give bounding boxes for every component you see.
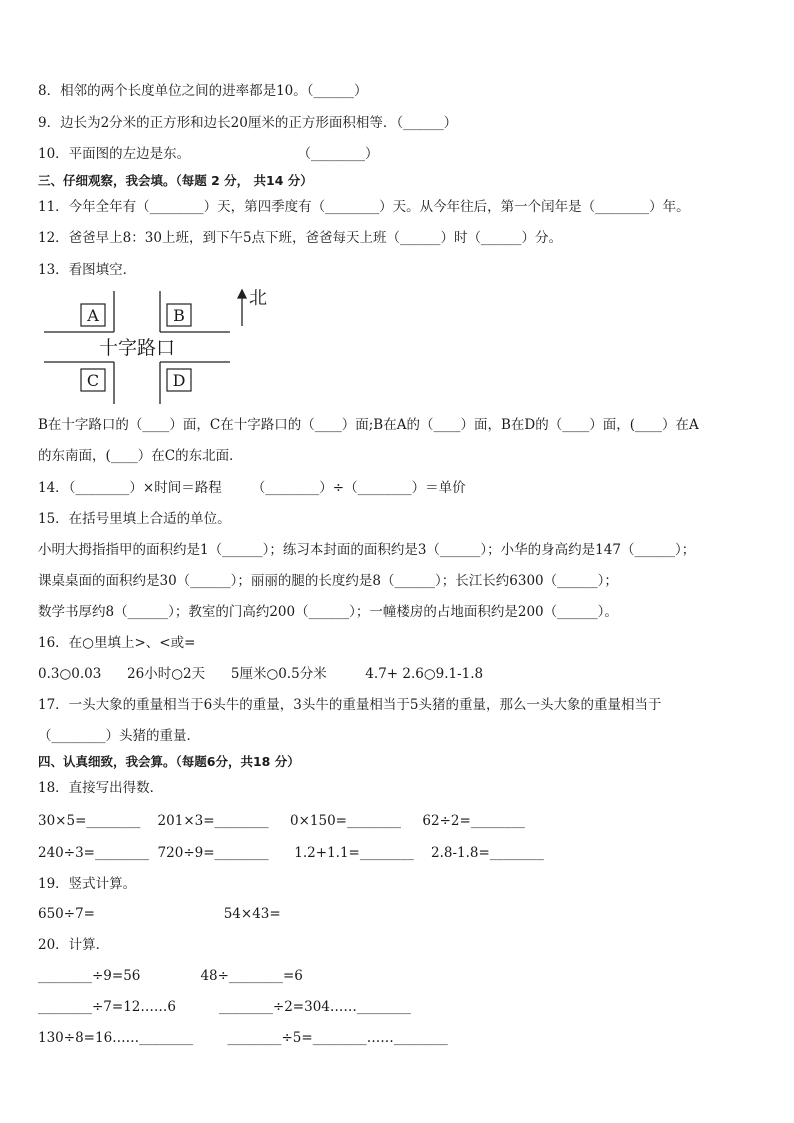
question-line-q13a: B在十字路口的（____）面，C在十字路口的（____）面;B在A的（____）面，B在D的（____）面，(____）在A [38,417,699,433]
question-line-q15a: 小明大拇指指甲的面积约是1（______）；练习本封面的面积约是3（______）；小华的身高约是147（______）； [38,542,696,558]
question-line-q19a: 650÷7= 54×43= [38,906,281,922]
question-line-q20: 20．计算． [38,937,110,953]
question-line-q12: 12．爸爸早上8：30上班，到下午5点下班，爸爸每天上班（______）时（______）分。 [38,230,563,246]
crossroads-label: 十字路口 [98,337,176,359]
box-b-label: B [173,306,185,325]
question-line-q13: 13．看图填空． [38,262,137,278]
question-line-q16: 16．在○里填上>、<或= [38,635,196,651]
question-line-q18b: 240÷3=________ 720÷9=________ 1.2+1.1=________ 2.8-1.8=________ [38,845,544,861]
question-line-sec3: 三、仔细观察，我会填。（每题 2 分， 共14 分） [38,173,313,188]
question-line-q19: 19．竖式计算。 [38,876,137,892]
question-line-q20a: ________÷9=56 48÷________=6 [38,968,303,984]
box-c-label: C [86,371,100,390]
question-line-q15: 15．在括号里填上合适的单位。 [38,511,231,527]
question-line-q13b: 的东南面，(____）在C的东北面． [38,448,243,464]
question-line-q15b: 课桌桌面的面积约是30（______）；丽丽的腿的长度约是8（______）；长江长约6300（______）； [38,573,618,589]
question-line-q9: 9．边长为2分米的正方形和边长20厘米的正方形面积相等．（______） [38,115,458,131]
north-arrow-icon [238,290,246,326]
question-line-q20b: ________÷7=12……6 ________÷2=304……________ [38,999,411,1015]
question-line-q16a: 0.3○0.03 26小时○2天 5厘米○0.5分米 4.7+ 2.6○9.1-1.8 [38,666,484,682]
question-line-q18: 18．直接写出得数． [38,780,164,796]
question-line-q20c: 130÷8=16……________ ________÷5=________……________ [38,1030,448,1046]
question-line-q18a: 30×5=________ 201×3=________ 0×150=________ 62÷2=________ [38,813,525,829]
question-line-q17b: （________）头猪的重量． [38,728,200,744]
question-line-q17: 17．一头大象的重量相当于6头牛的重量，3头牛的重量相当于5头猪的重量，那么一头大象的重量相当于 [38,697,662,713]
north-label: 北 [249,288,267,309]
question-line-q15c: 数学书厚约8（______）；教室的门高约200（______）；一幢楼房的占地面积约是200（______）。 [38,604,618,620]
question-line-sec4: 四、认真细致，我会算。（每题6分，共18 分） [38,754,300,769]
box-a-label: A [87,306,99,325]
box-d-label: D [172,371,186,390]
question-line-q10: 10．平面图的左边是东。 （________） [38,146,379,162]
crossroads-diagram [40,286,280,408]
question-line-q8: 8．相邻的两个长度单位之间的进率都是10。（______） [38,83,368,99]
question-line-q14: 14．（________）×时间＝路程 （________）÷（________）＝单价 [38,480,466,496]
question-line-q11: 11．今年全年有（________）天，第四季度有（________）天。从今年往后，第一个闰年是（________）年。 [38,199,690,215]
